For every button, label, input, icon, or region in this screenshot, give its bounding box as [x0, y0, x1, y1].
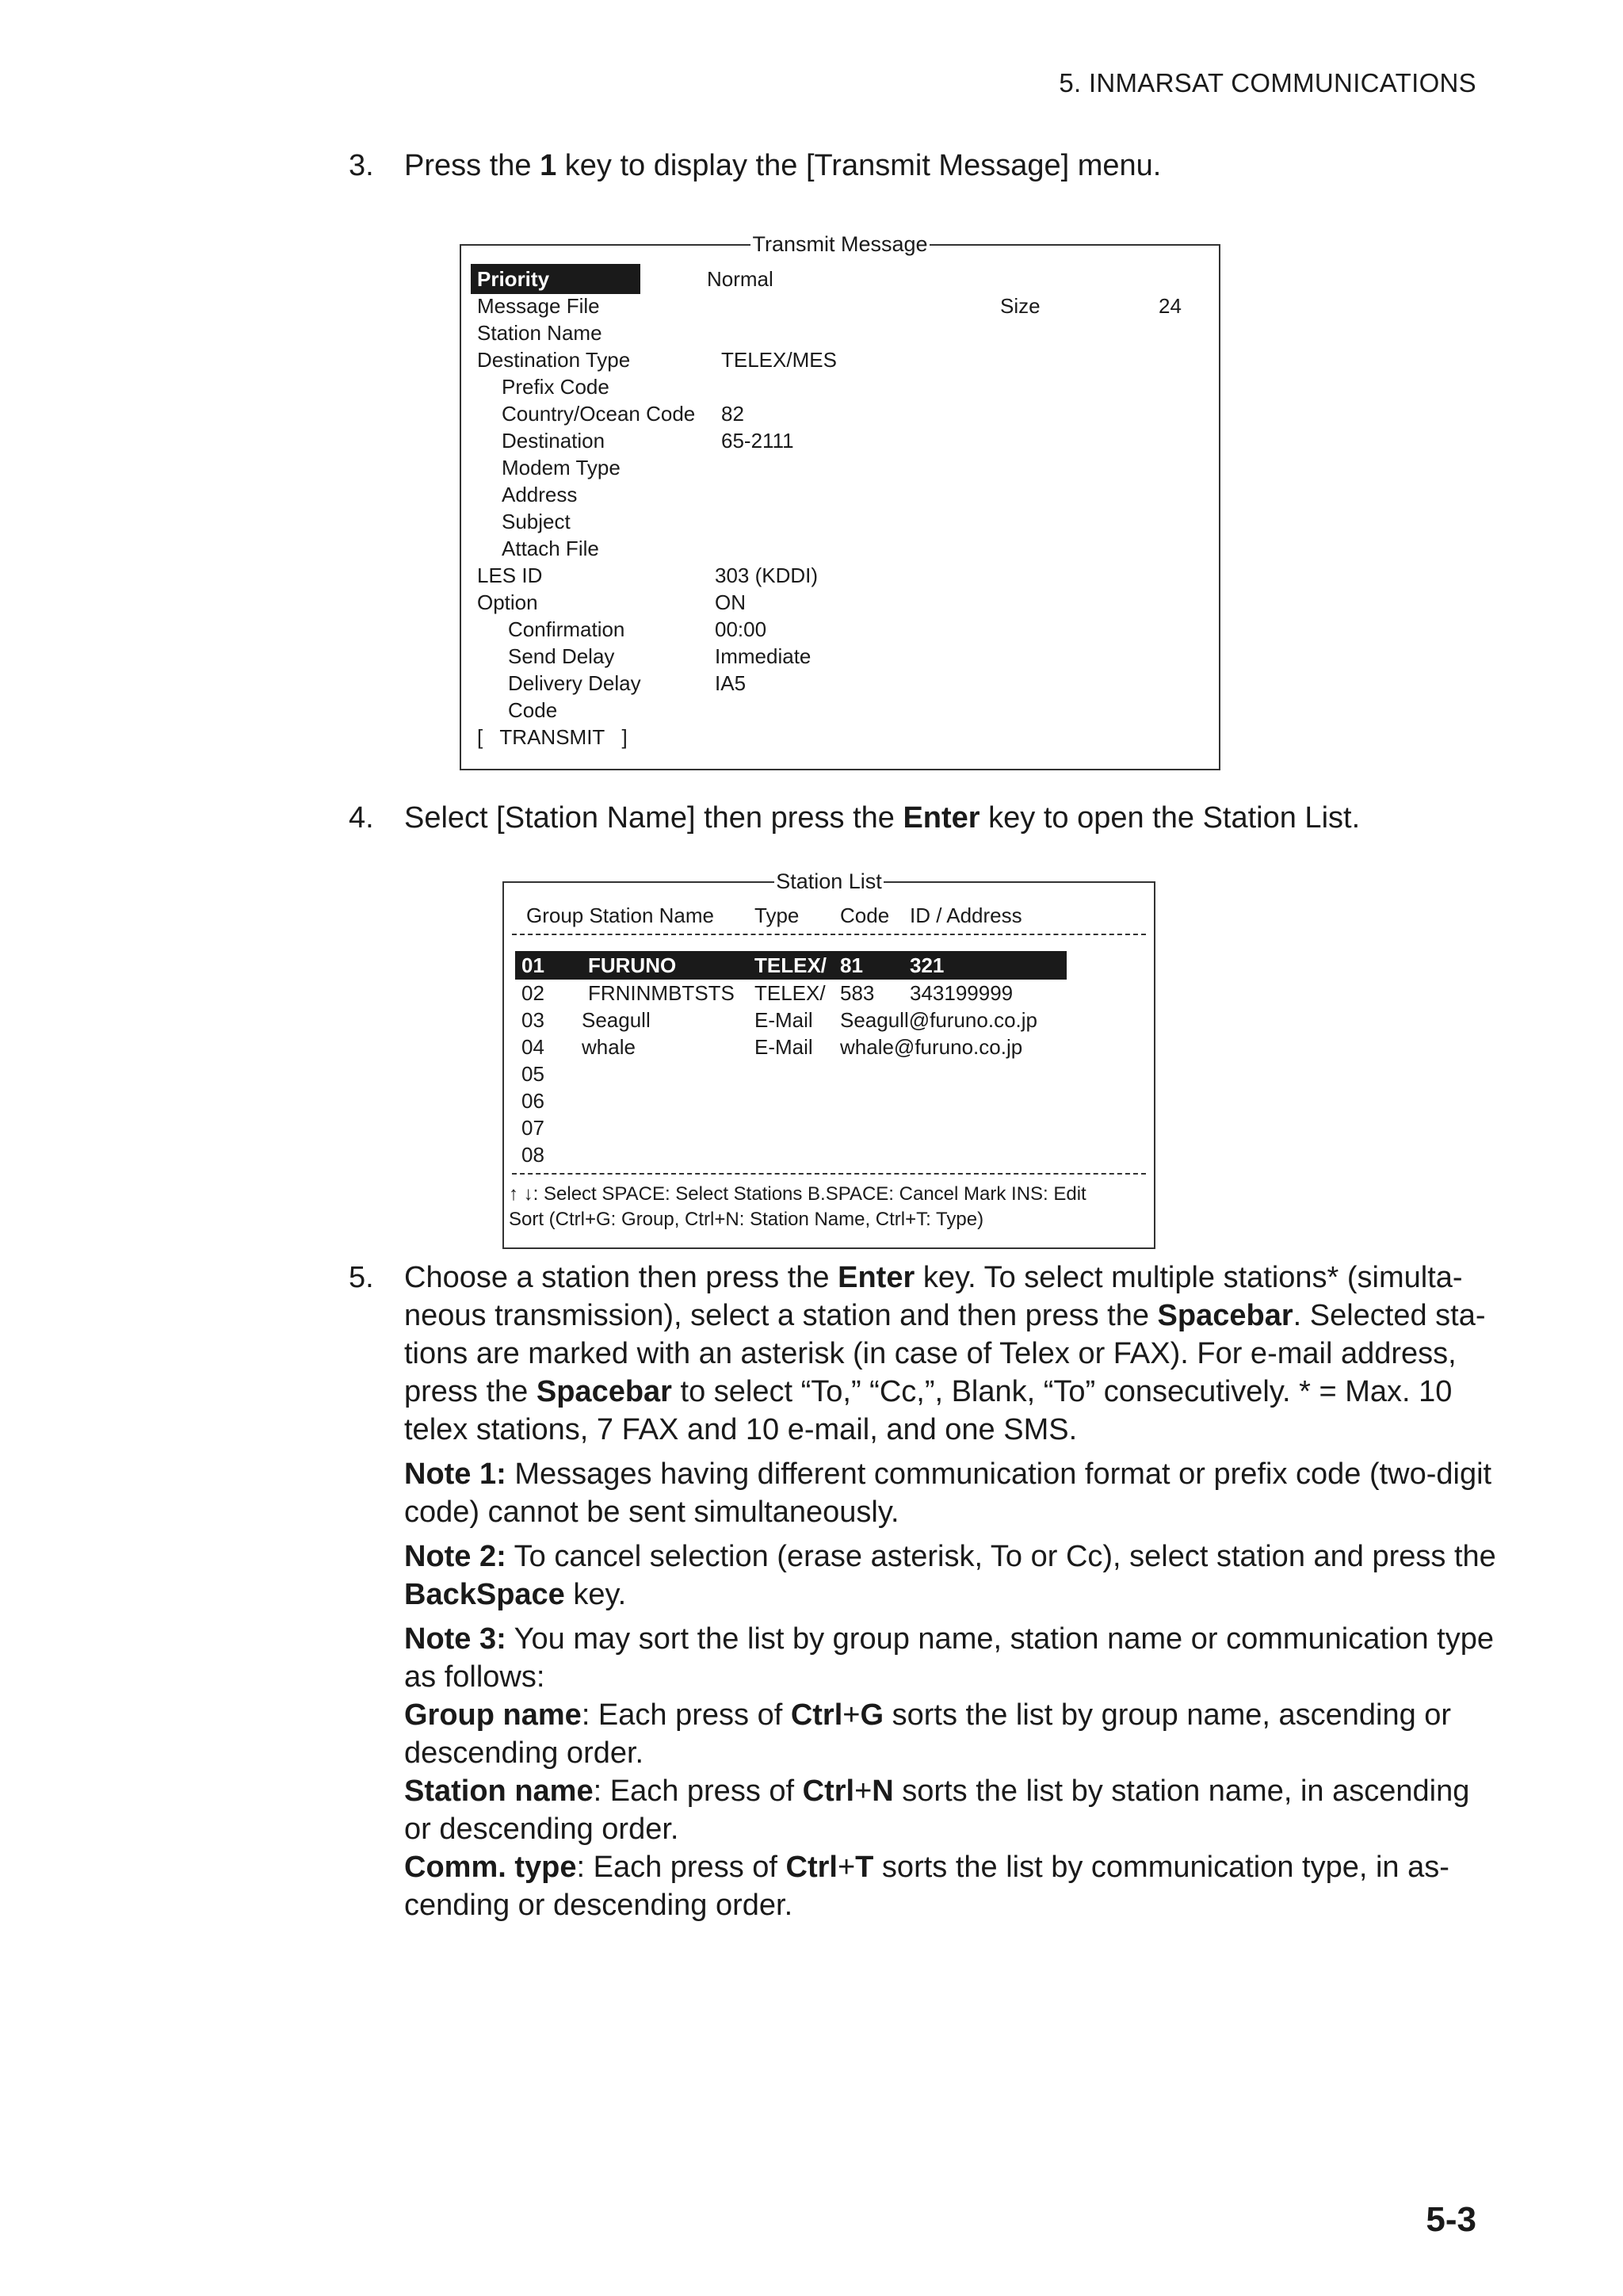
key-name: Spacebar: [536, 1375, 672, 1408]
sort-hint-line: Sort (Ctrl+G: Group, Ctrl+N: Station Name, Ctrl+T: Type): [509, 1209, 984, 1230]
step-4: [349, 799, 1490, 837]
key-name: BackSpace: [404, 1578, 565, 1611]
step-text: [404, 1259, 1490, 1449]
menu-item-label: Message File: [477, 294, 600, 318]
station-name: FURUNO: [588, 953, 677, 977]
menu-item-label: Destination: [502, 429, 605, 453]
note-3: [404, 1620, 1498, 1696]
menu-title: [461, 232, 1219, 256]
header-code: Code: [840, 904, 890, 927]
text: to select “To,” “Cc,”, Blank, “To” consecutively. * = Max. 10 telex stations, 7 FAX and 10 e-mail, and one SMS.: [404, 1375, 1453, 1446]
row-number: 08: [521, 1143, 544, 1167]
menu-item-station-name[interactable]: [461, 319, 1219, 346]
station-type: E-Mail: [754, 1035, 813, 1059]
key-name: Enter: [903, 801, 980, 835]
menu-item-label: Priority: [477, 267, 550, 291]
size-label: Size: [1000, 294, 1041, 318]
menu-item-option[interactable]: [461, 589, 1219, 616]
dialog-title-text: Station List: [776, 869, 882, 893]
menu-item-destination-type[interactable]: [461, 346, 1219, 373]
menu-item-label: Confirmation: [508, 617, 625, 641]
menu-item-value: Normal: [707, 267, 773, 291]
key-name: G: [860, 1698, 884, 1732]
key-name: Ctrl: [802, 1775, 855, 1808]
menu-item-code[interactable]: [461, 697, 1219, 724]
menu-item-confirmation[interactable]: [461, 616, 1219, 643]
station-type: TELEX/: [754, 953, 827, 977]
menu-item-value: 00:00: [715, 617, 767, 641]
note-label: Note 3:: [404, 1622, 506, 1656]
menu-item-label: Prefix Code: [502, 375, 609, 399]
key-name: Ctrl: [785, 1851, 838, 1884]
page-number: 5-3: [1426, 2200, 1476, 2239]
text: key to open the Station List.: [980, 801, 1361, 835]
station-row[interactable]: [504, 980, 1154, 1007]
station-row[interactable]: [504, 1114, 1154, 1141]
note-text: key.: [564, 1578, 627, 1611]
row-number: 02: [521, 981, 544, 1005]
menu-item-label: Send Delay: [508, 644, 615, 668]
menu-item-send-delay[interactable]: [461, 643, 1219, 670]
sort-station-name: [404, 1772, 1498, 1848]
menu-item-label: Address: [502, 483, 578, 506]
menu-item-label: Subject: [502, 510, 571, 533]
menu-item-value: TELEX/MES: [721, 348, 837, 372]
sort-comm-type: [404, 1848, 1498, 1924]
note-text: To cancel selection (erase asterisk, To or Cc), select station and press the: [506, 1540, 1496, 1573]
text: : Each press of: [593, 1775, 803, 1808]
text: Press the: [404, 149, 540, 182]
note-text: You may sort the list by group name, station name or communication type as follows:: [404, 1622, 1495, 1694]
key-name: N: [872, 1775, 894, 1808]
sort-label: Comm. type: [404, 1851, 577, 1884]
step-5: [349, 1259, 1490, 1449]
station-row[interactable]: [504, 1007, 1154, 1033]
header-type: Type: [754, 904, 800, 927]
text: +: [842, 1698, 861, 1732]
station-name: whale: [582, 1035, 636, 1059]
menu-item-value: 65-2111: [721, 429, 794, 453]
station-id: 343199999: [910, 981, 1014, 1005]
station-row[interactable]: [504, 952, 1154, 979]
note-2: [404, 1538, 1498, 1614]
text: sorts the list by station name, in ascending or descending order.: [404, 1775, 1470, 1846]
divider: [512, 934, 1146, 935]
section-header: 5. INMARSAT COMMUNICATIONS: [1059, 68, 1476, 97]
key-hint-line: ↑ ↓: Select SPACE: Select Stations B.SPACE: Cancel Mark INS: Edit: [509, 1183, 1086, 1205]
menu-item-address[interactable]: [461, 481, 1219, 508]
note-label: Note 1:: [404, 1457, 506, 1491]
step-number: 5.: [349, 1261, 374, 1294]
key-name: 1: [540, 149, 557, 182]
menu-item-subject[interactable]: [461, 508, 1219, 535]
note-text: Messages having different communication format or prefix code (two-digit code) cannot be sent simultaneously.: [404, 1457, 1492, 1529]
sort-group-name: [404, 1696, 1498, 1772]
step-text: [404, 799, 1490, 837]
menu-item-delivery-delay[interactable]: [461, 670, 1219, 697]
text: key to display the [Transmit Message] menu.: [556, 149, 1162, 182]
step-3: [349, 147, 1490, 185]
header-group-station-name: Group Station Name: [526, 904, 715, 927]
menu-item-value: IA5: [715, 671, 747, 695]
station-row[interactable]: [504, 1033, 1154, 1060]
row-number: 05: [521, 1062, 544, 1086]
row-number: 06: [521, 1089, 544, 1113]
station-row[interactable]: [504, 1141, 1154, 1168]
menu-item-label: Option: [477, 590, 538, 614]
text: : Each press of: [581, 1698, 791, 1732]
menu-item-label: Station Name: [477, 321, 602, 345]
menu-item-message-file[interactable]: [461, 292, 1219, 319]
notes-section: [404, 1455, 1498, 1924]
menu-item-label: Attach File: [502, 537, 599, 560]
menu-item-les-id[interactable]: [461, 562, 1219, 589]
menu-item-value: 303 (KDDI): [715, 563, 819, 587]
column-headers: [504, 902, 1154, 929]
key-name: Ctrl: [790, 1698, 843, 1732]
menu-item-label: Delivery Delay: [508, 671, 641, 695]
station-address: Seagull@furuno.co.jp: [840, 1008, 1037, 1032]
station-name: FRNINMBTSTS: [588, 981, 735, 1005]
menu-item-value: 82: [721, 402, 744, 426]
text: : Each press of: [576, 1851, 786, 1884]
station-type: TELEX/: [754, 981, 826, 1005]
menu-item-value: Immediate: [715, 644, 812, 668]
sort-label: Group name: [404, 1698, 582, 1732]
note-label: Note 2:: [404, 1540, 506, 1573]
menu-item-priority[interactable]: [461, 266, 1219, 292]
row-number: 07: [521, 1116, 544, 1140]
header-id-address: ID / Address: [910, 904, 1022, 927]
menu-item-prefix-code[interactable]: [461, 373, 1219, 400]
menu-item-value: ON: [715, 590, 746, 614]
note-1: [404, 1455, 1498, 1531]
text: +: [854, 1775, 873, 1808]
key-name: T: [855, 1851, 874, 1884]
row-number: 03: [521, 1008, 544, 1032]
menu-item-modem-type[interactable]: [461, 454, 1219, 481]
station-code: 81: [840, 953, 863, 977]
menu-item-country-ocean-code[interactable]: [461, 400, 1219, 427]
sort-label: Station name: [404, 1775, 594, 1808]
station-row[interactable]: [504, 1060, 1154, 1087]
row-number: 04: [521, 1035, 544, 1059]
row-number: 01: [521, 953, 544, 977]
station-name: Seagull: [582, 1008, 651, 1032]
dialog-title: [504, 869, 1154, 893]
text: Select [Station Name] then press the: [404, 801, 903, 835]
divider: [512, 1173, 1146, 1175]
transmit-button[interactable]: [461, 724, 1219, 751]
station-row[interactable]: [504, 1087, 1154, 1114]
station-id: 321: [910, 953, 945, 977]
text: key. To select multiple stations* (simulta-neous transmission), select a station and then press the: [404, 1261, 1463, 1332]
text: . Selected sta-tions are marked with an asterisk (in case of Telex or FAX). For e-mail address, press the: [404, 1299, 1486, 1408]
key-name: Enter: [838, 1261, 915, 1294]
menu-item-label: Code: [508, 698, 558, 722]
menu-item-destination[interactable]: [461, 427, 1219, 454]
menu-item-label: Modem Type: [502, 456, 621, 479]
menu-item-label: Destination Type: [477, 348, 631, 372]
menu-item-label: LES ID: [477, 563, 543, 587]
text: Choose a station then press the: [404, 1261, 838, 1294]
text: +: [837, 1851, 856, 1884]
text: sorts the list by communication type, in as-cending or descending order.: [404, 1851, 1449, 1922]
text: sorts the list by group name, ascending or descending order.: [404, 1698, 1452, 1770]
step-text: [404, 147, 1490, 185]
step-number: 4.: [349, 801, 374, 835]
station-list-dialog: [502, 869, 1155, 1249]
menu-item-attach-file[interactable]: [461, 535, 1219, 562]
station-code: 583: [840, 981, 875, 1005]
menu-title-text: Transmit Message: [752, 232, 928, 256]
size-value: 24: [1159, 294, 1182, 318]
step-number: 3.: [349, 149, 374, 182]
station-address: whale@furuno.co.jp: [840, 1035, 1023, 1059]
station-type: E-Mail: [754, 1008, 813, 1032]
menu-item-label: Country/Ocean Code: [502, 402, 696, 426]
key-name: Spacebar: [1157, 1299, 1293, 1332]
transmit-button-label: [ TRANSMIT ]: [477, 725, 628, 749]
transmit-message-menu: [460, 232, 1220, 770]
